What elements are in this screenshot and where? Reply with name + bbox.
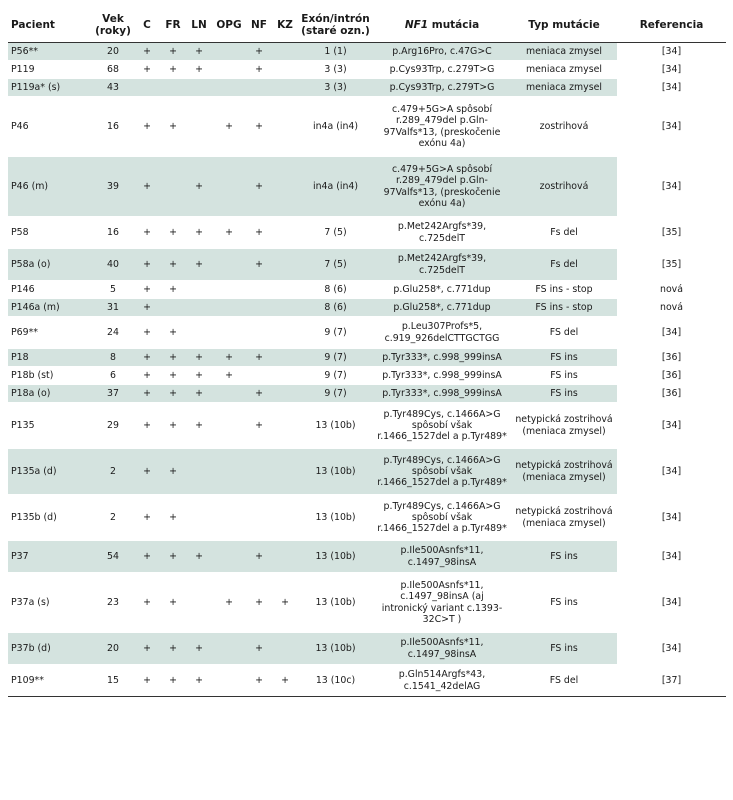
- header-opg: OPG: [212, 8, 246, 43]
- cell-pacient: P58: [8, 217, 92, 249]
- cell-exon: 13 (10c): [298, 665, 373, 697]
- table-row: [8, 299, 726, 317]
- cell-mutacia: p.Gln514Argfs*43, c.1541_42delAG: [373, 665, 511, 697]
- cell-ref: [36]: [617, 349, 726, 367]
- cell-ref: [34]: [617, 633, 726, 665]
- cell-ref: [35]: [617, 217, 726, 249]
- cell-exon: in4a (in4): [298, 97, 373, 157]
- cell-opg: [212, 281, 246, 299]
- cell-ln: +: [186, 217, 212, 249]
- cell-exon: 9 (7): [298, 317, 373, 349]
- cell-vek: 54: [92, 541, 134, 573]
- cell-kz: [272, 385, 298, 403]
- cell-vek: 15: [92, 665, 134, 697]
- cell-kz: [272, 217, 298, 249]
- cell-exon: 13 (10b): [298, 495, 373, 541]
- cell-typ: zostrihová: [511, 157, 617, 217]
- cell-kz: [272, 317, 298, 349]
- cell-mutacia: p.Arg16Pro, c.47G>C: [373, 43, 511, 61]
- cell-exon: 7 (5): [298, 249, 373, 281]
- table-row: [8, 385, 726, 403]
- cell-typ: meniaca zmysel: [511, 79, 617, 97]
- cell-pacient: P56**: [8, 43, 92, 61]
- cell-pacient: P46 (m): [8, 157, 92, 217]
- cell-vek: 68: [92, 61, 134, 79]
- cell-mutacia: p.Cys93Trp, c.279T>G: [373, 79, 511, 97]
- cell-fr: +: [160, 281, 186, 299]
- cell-kz: [272, 367, 298, 385]
- cell-opg: [212, 449, 246, 495]
- table-row: [8, 367, 726, 385]
- cell-ln: +: [186, 367, 212, 385]
- cell-fr: +: [160, 403, 186, 449]
- cell-nf: +: [246, 349, 272, 367]
- cell-ref: nová: [617, 281, 726, 299]
- cell-c: +: [134, 403, 160, 449]
- cell-c: +: [134, 349, 160, 367]
- table-body: [8, 43, 726, 697]
- cell-opg: +: [212, 217, 246, 249]
- cell-ln: [186, 317, 212, 349]
- cell-kz: [272, 495, 298, 541]
- cell-opg: [212, 495, 246, 541]
- cell-typ: netypická zostrihová (meniaca zmysel): [511, 403, 617, 449]
- table-row: [8, 249, 726, 281]
- cell-kz: [272, 633, 298, 665]
- cell-nf: [246, 449, 272, 495]
- cell-typ: Fs del: [511, 249, 617, 281]
- cell-ref: [34]: [617, 317, 726, 349]
- cell-kz: [272, 299, 298, 317]
- cell-ref: [37]: [617, 665, 726, 697]
- cell-typ: meniaca zmysel: [511, 43, 617, 61]
- cell-vek: 2: [92, 495, 134, 541]
- cell-typ: meniaca zmysel: [511, 61, 617, 79]
- cell-mutacia: p.Met242Argfs*39, c.725delT: [373, 217, 511, 249]
- cell-nf: +: [246, 573, 272, 633]
- cell-mutacia: p.Cys93Trp, c.279T>G: [373, 61, 511, 79]
- cell-c: +: [134, 449, 160, 495]
- cell-pacient: P37b (d): [8, 633, 92, 665]
- cell-opg: [212, 299, 246, 317]
- cell-vek: 20: [92, 43, 134, 61]
- cell-c: +: [134, 97, 160, 157]
- table-row: [8, 541, 726, 573]
- cell-fr: +: [160, 217, 186, 249]
- header-exon-line1: Exón/intrón: [301, 13, 370, 25]
- cell-ln: +: [186, 61, 212, 79]
- cell-vek: 40: [92, 249, 134, 281]
- cell-kz: [272, 449, 298, 495]
- cell-fr: +: [160, 367, 186, 385]
- cell-typ: FS ins: [511, 541, 617, 573]
- cell-pacient: P46: [8, 97, 92, 157]
- table-row: [8, 97, 726, 157]
- cell-fr: +: [160, 43, 186, 61]
- cell-pacient: P146: [8, 281, 92, 299]
- cell-vek: 2: [92, 449, 134, 495]
- cell-typ: FS ins: [511, 573, 617, 633]
- cell-ref: [34]: [617, 157, 726, 217]
- cell-nf: [246, 299, 272, 317]
- cell-ln: [186, 97, 212, 157]
- cell-mutacia: p.Glu258*, c.771dup: [373, 281, 511, 299]
- header-ln: LN: [186, 8, 212, 43]
- cell-pacient: P135a (d): [8, 449, 92, 495]
- cell-kz: [272, 249, 298, 281]
- cell-fr: +: [160, 97, 186, 157]
- cell-kz: [272, 541, 298, 573]
- cell-nf: +: [246, 633, 272, 665]
- cell-nf: +: [246, 157, 272, 217]
- cell-c: +: [134, 249, 160, 281]
- cell-typ: FS ins: [511, 367, 617, 385]
- cell-exon: 13 (10b): [298, 573, 373, 633]
- header-pacient: Pacient: [8, 8, 92, 43]
- mutation-table: [8, 8, 726, 697]
- cell-pacient: P37a (s): [8, 573, 92, 633]
- cell-ln: +: [186, 541, 212, 573]
- cell-nf: [246, 367, 272, 385]
- cell-ln: +: [186, 157, 212, 217]
- cell-ref: [34]: [617, 79, 726, 97]
- cell-mutacia: p.Tyr333*, c.998_999insA: [373, 385, 511, 403]
- table-row: [8, 633, 726, 665]
- cell-ln: [186, 299, 212, 317]
- cell-mutacia: p.Ile500Asnfs*11, c.1497_98insA: [373, 633, 511, 665]
- cell-mutacia: p.Tyr489Cys, c.1466A>G spôsobí však r.1466_1527del a p.Tyr489*: [373, 449, 511, 495]
- cell-pacient: P58a (o): [8, 249, 92, 281]
- cell-pacient: P135: [8, 403, 92, 449]
- cell-opg: [212, 249, 246, 281]
- cell-vek: 23: [92, 573, 134, 633]
- cell-vek: 8: [92, 349, 134, 367]
- cell-opg: [212, 79, 246, 97]
- cell-ref: [34]: [617, 403, 726, 449]
- header-vek: [92, 8, 134, 43]
- cell-typ: netypická zostrihová (meniaca zmysel): [511, 495, 617, 541]
- cell-c: +: [134, 541, 160, 573]
- cell-c: +: [134, 665, 160, 697]
- cell-ln: [186, 495, 212, 541]
- cell-nf: [246, 281, 272, 299]
- cell-fr: +: [160, 317, 186, 349]
- cell-ref: [34]: [617, 97, 726, 157]
- cell-opg: [212, 541, 246, 573]
- table-row: [8, 281, 726, 299]
- cell-exon: 1 (1): [298, 43, 373, 61]
- cell-ref: [34]: [617, 573, 726, 633]
- cell-c: +: [134, 281, 160, 299]
- cell-nf: +: [246, 541, 272, 573]
- cell-ref: [34]: [617, 43, 726, 61]
- cell-nf: +: [246, 217, 272, 249]
- cell-ln: [186, 449, 212, 495]
- cell-ln: [186, 573, 212, 633]
- cell-fr: +: [160, 385, 186, 403]
- cell-nf: +: [246, 385, 272, 403]
- cell-mutacia: p.Tyr489Cys, c.1466A>G spôsobí však r.1466_1527del a p.Tyr489*: [373, 403, 511, 449]
- cell-typ: netypická zostrihová (meniaca zmysel): [511, 449, 617, 495]
- cell-opg: [212, 385, 246, 403]
- cell-c: +: [134, 299, 160, 317]
- cell-ln: +: [186, 249, 212, 281]
- cell-kz: +: [272, 665, 298, 697]
- table-row: [8, 79, 726, 97]
- cell-c: +: [134, 573, 160, 633]
- cell-fr: [160, 157, 186, 217]
- cell-kz: [272, 349, 298, 367]
- cell-ln: +: [186, 385, 212, 403]
- cell-mutacia: p.Ile500Asnfs*11, c.1497_98insA (aj intronický variant c.1393-32C>T ): [373, 573, 511, 633]
- cell-typ: FS ins: [511, 349, 617, 367]
- cell-exon: 3 (3): [298, 61, 373, 79]
- table-row: [8, 449, 726, 495]
- table-row: [8, 157, 726, 217]
- cell-c: +: [134, 61, 160, 79]
- cell-pacient: P119a* (s): [8, 79, 92, 97]
- cell-opg: [212, 157, 246, 217]
- cell-mutacia: p.Ile500Asnfs*11, c.1497_98insA: [373, 541, 511, 573]
- table-row: [8, 61, 726, 79]
- cell-kz: [272, 79, 298, 97]
- cell-pacient: P18a (o): [8, 385, 92, 403]
- cell-typ: FS ins - stop: [511, 281, 617, 299]
- cell-kz: [272, 403, 298, 449]
- header-mutacia-gene: NF1: [404, 19, 429, 31]
- cell-typ: Fs del: [511, 217, 617, 249]
- cell-vek: 39: [92, 157, 134, 217]
- header-vek-line2: (roky): [95, 25, 131, 37]
- cell-ref: [34]: [617, 495, 726, 541]
- cell-mutacia: p.Tyr333*, c.998_999insA: [373, 367, 511, 385]
- cell-opg: +: [212, 349, 246, 367]
- cell-exon: 8 (6): [298, 281, 373, 299]
- cell-ln: +: [186, 633, 212, 665]
- cell-ln: +: [186, 665, 212, 697]
- cell-vek: 43: [92, 79, 134, 97]
- cell-typ: FS ins - stop: [511, 299, 617, 317]
- cell-nf: +: [246, 249, 272, 281]
- table-row: [8, 495, 726, 541]
- cell-vek: 16: [92, 217, 134, 249]
- cell-nf: [246, 79, 272, 97]
- cell-vek: 24: [92, 317, 134, 349]
- cell-vek: 5: [92, 281, 134, 299]
- cell-exon: 9 (7): [298, 349, 373, 367]
- header-vek-line1: Vek: [102, 13, 124, 25]
- cell-typ: FS ins: [511, 385, 617, 403]
- header-typ: Typ mutácie: [511, 8, 617, 43]
- cell-c: +: [134, 495, 160, 541]
- cell-ref: [36]: [617, 367, 726, 385]
- cell-ref: nová: [617, 299, 726, 317]
- cell-exon: 3 (3): [298, 79, 373, 97]
- cell-exon: 13 (10b): [298, 403, 373, 449]
- cell-kz: +: [272, 573, 298, 633]
- cell-kz: [272, 157, 298, 217]
- header-nf: NF: [246, 8, 272, 43]
- cell-exon: 9 (7): [298, 385, 373, 403]
- cell-c: +: [134, 217, 160, 249]
- cell-mutacia: p.Tyr489Cys, c.1466A>G spôsobí však r.1466_1527del a p.Tyr489*: [373, 495, 511, 541]
- cell-c: +: [134, 385, 160, 403]
- cell-ln: [186, 281, 212, 299]
- cell-opg: +: [212, 367, 246, 385]
- cell-exon: 7 (5): [298, 217, 373, 249]
- cell-fr: [160, 79, 186, 97]
- cell-nf: +: [246, 97, 272, 157]
- cell-exon: 8 (6): [298, 299, 373, 317]
- cell-vek: 31: [92, 299, 134, 317]
- cell-ln: [186, 79, 212, 97]
- cell-ln: +: [186, 43, 212, 61]
- cell-vek: 16: [92, 97, 134, 157]
- cell-fr: [160, 299, 186, 317]
- cell-vek: 37: [92, 385, 134, 403]
- cell-fr: +: [160, 449, 186, 495]
- cell-exon: in4a (in4): [298, 157, 373, 217]
- cell-c: +: [134, 633, 160, 665]
- cell-opg: [212, 317, 246, 349]
- cell-opg: [212, 633, 246, 665]
- header-c: C: [134, 8, 160, 43]
- cell-mutacia: p.Met242Argfs*39, c.725delT: [373, 249, 511, 281]
- cell-pacient: P18: [8, 349, 92, 367]
- header-mutacia-text: mutácia: [428, 19, 480, 31]
- cell-ref: [36]: [617, 385, 726, 403]
- table-row: [8, 349, 726, 367]
- cell-ref: [34]: [617, 449, 726, 495]
- cell-nf: +: [246, 403, 272, 449]
- cell-nf: +: [246, 43, 272, 61]
- cell-typ: FS del: [511, 665, 617, 697]
- header-mutacia: [373, 8, 511, 43]
- cell-exon: 13 (10b): [298, 633, 373, 665]
- cell-kz: [272, 61, 298, 79]
- table-row: [8, 43, 726, 61]
- cell-fr: +: [160, 61, 186, 79]
- cell-kz: [272, 97, 298, 157]
- cell-pacient: P146a (m): [8, 299, 92, 317]
- cell-opg: +: [212, 97, 246, 157]
- cell-c: [134, 79, 160, 97]
- cell-pacient: P37: [8, 541, 92, 573]
- cell-pacient: P18b (st): [8, 367, 92, 385]
- cell-pacient: P135b (d): [8, 495, 92, 541]
- cell-fr: +: [160, 495, 186, 541]
- cell-mutacia: p.Glu258*, c.771dup: [373, 299, 511, 317]
- cell-opg: +: [212, 573, 246, 633]
- cell-vek: 20: [92, 633, 134, 665]
- cell-nf: [246, 495, 272, 541]
- cell-fr: +: [160, 349, 186, 367]
- cell-c: +: [134, 367, 160, 385]
- table-row: [8, 573, 726, 633]
- header-exon-line2: (staré ozn.): [301, 25, 370, 37]
- cell-kz: [272, 281, 298, 299]
- cell-opg: [212, 665, 246, 697]
- header-row: [8, 8, 726, 43]
- cell-ref: [35]: [617, 249, 726, 281]
- cell-fr: +: [160, 541, 186, 573]
- cell-pacient: P69**: [8, 317, 92, 349]
- cell-fr: +: [160, 573, 186, 633]
- cell-nf: +: [246, 61, 272, 79]
- cell-ln: +: [186, 349, 212, 367]
- cell-opg: [212, 403, 246, 449]
- cell-opg: [212, 43, 246, 61]
- cell-opg: [212, 61, 246, 79]
- cell-pacient: P119: [8, 61, 92, 79]
- cell-mutacia: p.Leu307Profs*5, c.919_926delCTTGCTGG: [373, 317, 511, 349]
- cell-mutacia: p.Tyr333*, c.998_999insA: [373, 349, 511, 367]
- table-row: [8, 665, 726, 697]
- cell-typ: FS ins: [511, 633, 617, 665]
- cell-exon: 9 (7): [298, 367, 373, 385]
- cell-ln: +: [186, 403, 212, 449]
- cell-vek: 29: [92, 403, 134, 449]
- cell-typ: zostrihová: [511, 97, 617, 157]
- cell-typ: FS del: [511, 317, 617, 349]
- table-row: [8, 217, 726, 249]
- cell-mutacia: c.479+5G>A spôsobí r.289_479del p.Gln-97Valfs*13, (preskočenie exónu 4a): [373, 97, 511, 157]
- cell-exon: 13 (10b): [298, 541, 373, 573]
- cell-nf: +: [246, 665, 272, 697]
- header-fr: FR: [160, 8, 186, 43]
- cell-mutacia: c.479+5G>A spôsobí r.289_479del p.Gln-97Valfs*13, (preskočenie exónu 4a): [373, 157, 511, 217]
- cell-nf: [246, 317, 272, 349]
- header-exon: [298, 8, 373, 43]
- cell-pacient: P109**: [8, 665, 92, 697]
- cell-ref: [34]: [617, 541, 726, 573]
- cell-fr: +: [160, 665, 186, 697]
- header-kz: KZ: [272, 8, 298, 43]
- table-row: [8, 317, 726, 349]
- cell-fr: +: [160, 249, 186, 281]
- header-referencia: Referencia: [617, 8, 726, 43]
- cell-fr: +: [160, 633, 186, 665]
- cell-kz: [272, 43, 298, 61]
- cell-exon: 13 (10b): [298, 449, 373, 495]
- cell-c: +: [134, 43, 160, 61]
- table-row: [8, 403, 726, 449]
- cell-c: +: [134, 157, 160, 217]
- cell-vek: 6: [92, 367, 134, 385]
- cell-c: +: [134, 317, 160, 349]
- cell-ref: [34]: [617, 61, 726, 79]
